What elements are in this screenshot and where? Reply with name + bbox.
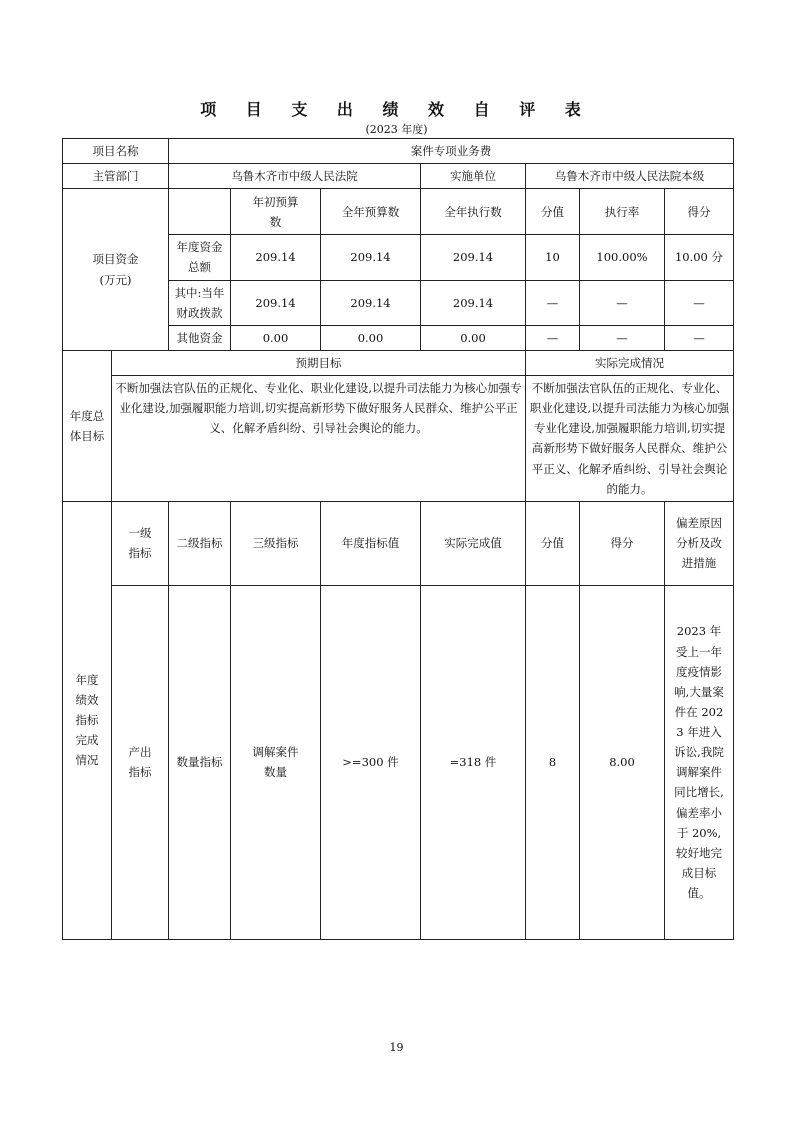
indicator-header-level1: 一级指标 (112, 501, 169, 585)
funds-cell: 209.14 (231, 280, 321, 325)
dept-label: 主管部门 (63, 164, 169, 189)
funds-cell: 0.00 (421, 325, 526, 350)
funds-cell: 209.14 (321, 280, 421, 325)
indicator-level3: 调解案件数量 (231, 585, 321, 939)
funds-row-label: 其他资金 (169, 325, 231, 350)
funds-cell: 100.00% (580, 235, 665, 280)
funds-cell: — (580, 325, 665, 350)
indicator-header-score-value: 分值 (526, 501, 580, 585)
actual-goal-text: 不断加强法官队伍的正规化、专业化、职业化建设,以提升司法能力为核心加强专业化建设,加强履职能力培训,切实提高新形势下做好服务人民群众、维护公平正义、化解矛盾纠纷、引导社会舆论的能力。 (526, 376, 734, 502)
funds-header-row (63, 189, 734, 235)
funds-header-blank (169, 189, 231, 235)
funds-cell: 10.00 分 (665, 235, 734, 280)
unit-value: 乌鲁木齐市中级人民法院本级 (526, 164, 734, 189)
indicator-actual: =318 件 (421, 585, 526, 939)
indicator-header-actual: 实际完成值 (421, 501, 526, 585)
funds-cell: 0.00 (231, 325, 321, 350)
indicator-header-deviation: 偏差原因分析及改进措施 (665, 501, 734, 585)
indicator-level1: 产出指标 (112, 585, 169, 939)
project-name-row (63, 139, 734, 164)
expected-goal-header: 预期目标 (112, 350, 526, 375)
indicators-section-label: 年度绩效指标完成情况 (63, 501, 112, 939)
indicator-row (63, 585, 734, 939)
page-title: 项 目 支 出 绩 效 自 评 表 (200, 100, 593, 119)
funds-cell: 209.14 (421, 235, 526, 280)
department-row (63, 164, 734, 189)
funds-cell: — (665, 280, 734, 325)
funds-row-label: 年度资金总额 (169, 235, 231, 280)
funds-cell: 0.00 (321, 325, 421, 350)
funds-cell: 209.14 (321, 235, 421, 280)
funds-cell: 10 (526, 235, 580, 280)
funds-cell: — (580, 280, 665, 325)
funds-header-2: 全年执行数 (421, 189, 526, 235)
indicators-header-row (63, 501, 734, 585)
funds-cell: 209.14 (421, 280, 526, 325)
funds-header-3: 分值 (526, 189, 580, 235)
expected-goal-text: 不断加强法官队伍的正规化、专业化、职业化建设,以提升司法能力为核心加强专业化建设,加强履职能力培训,切实提高新形势下做好服务人民群众、维护公平正义、化解矛盾纠纷、引导社会舆论的能力。 (112, 376, 526, 502)
funds-row-label: 其中:当年财政拨款 (169, 280, 231, 325)
funds-cell: 209.14 (231, 235, 321, 280)
page-number: 19 (389, 1041, 404, 1054)
funds-cell: — (665, 325, 734, 350)
indicator-score-value: 8 (526, 585, 580, 939)
project-name-value: 案件专项业务费 (169, 139, 734, 164)
goals-label: 年度总体目标 (63, 350, 112, 501)
indicator-score: 8.00 (580, 585, 665, 939)
funds-header-1: 全年预算数 (321, 189, 421, 235)
funds-header-5: 得分 (665, 189, 734, 235)
goals-content-row (63, 376, 734, 502)
funds-label-text: 项目资金 (万元) (92, 252, 139, 287)
report-year: (2023 年度) (365, 123, 428, 136)
funds-cell: — (526, 280, 580, 325)
funds-header-4: 执行率 (580, 189, 665, 235)
dept-value: 乌鲁木齐市中级人民法院 (169, 164, 421, 189)
indicator-deviation: 2023 年受上一年度疫情影响,大量案件在 2023 年进入诉讼,我院调解案件同比增长,偏差率小于 20%,较好地完成目标值。 (665, 585, 734, 939)
indicator-header-level3: 三级指标 (231, 501, 321, 585)
indicator-header-target: 年度指标值 (321, 501, 421, 585)
funds-cell: — (526, 325, 580, 350)
performance-table (62, 138, 734, 940)
project-name-label: 项目名称 (63, 139, 169, 164)
goals-header-row (63, 350, 734, 375)
actual-goal-header: 实际完成情况 (526, 350, 734, 375)
unit-label: 实施单位 (421, 164, 526, 189)
indicator-level2: 数量指标 (169, 585, 231, 939)
indicator-header-level2: 二级指标 (169, 501, 231, 585)
funds-header-0: 年初预算数 (231, 189, 321, 235)
indicator-target: >=300 件 (321, 585, 421, 939)
indicator-header-score: 得分 (580, 501, 665, 585)
funds-label (63, 189, 169, 351)
